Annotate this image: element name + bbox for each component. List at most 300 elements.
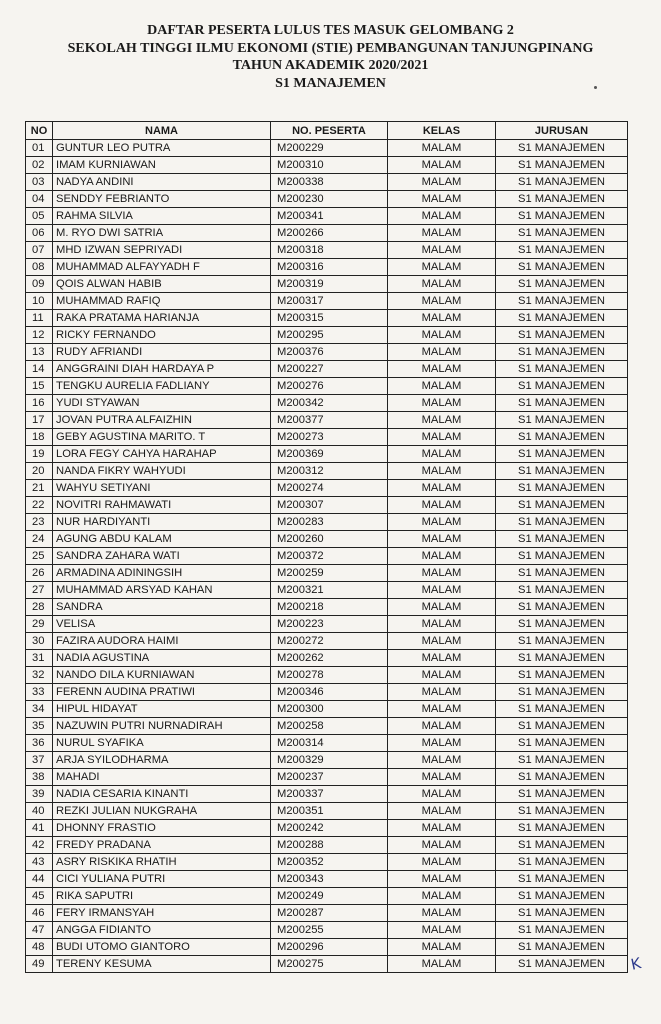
cell-nama: NADIA CESARIA KINANTI xyxy=(53,786,271,803)
table-row xyxy=(26,939,628,956)
cell-no-peserta: M200321 xyxy=(271,582,388,599)
cell-no: 12 xyxy=(26,327,53,344)
cell-nama: WAHYU SETIYANI xyxy=(53,480,271,497)
cell-nama: DHONNY FRASTIO xyxy=(53,820,271,837)
cell-no: 29 xyxy=(26,616,53,633)
cell-jurusan: S1 MANAJEMEN xyxy=(496,650,628,667)
cell-kelas: MALAM xyxy=(388,582,496,599)
cell-no: 25 xyxy=(26,548,53,565)
cell-nama: MHD IZWAN SEPRIYADI xyxy=(53,242,271,259)
cell-jurusan: S1 MANAJEMEN xyxy=(496,446,628,463)
cell-no: 27 xyxy=(26,582,53,599)
cell-no-peserta: M200337 xyxy=(271,786,388,803)
table-row xyxy=(26,310,628,327)
title-line-4: S1 MANAJEMEN xyxy=(275,75,386,91)
cell-nama: SENDDY FEBRIANTO xyxy=(53,191,271,208)
table-row xyxy=(26,871,628,888)
cell-kelas: MALAM xyxy=(388,616,496,633)
cell-no: 23 xyxy=(26,514,53,531)
cell-no: 11 xyxy=(26,310,53,327)
cell-kelas: MALAM xyxy=(388,820,496,837)
cell-nama: FAZIRA AUDORA HAIMI xyxy=(53,633,271,650)
cell-no-peserta: M200223 xyxy=(271,616,388,633)
cell-nama: RUDY AFRIANDI xyxy=(53,344,271,361)
table-row xyxy=(26,378,628,395)
table-row xyxy=(26,718,628,735)
cell-no: 01 xyxy=(26,140,53,157)
cell-no: 03 xyxy=(26,174,53,191)
cell-nama: MUHAMMAD RAFIQ xyxy=(53,293,271,310)
cell-no-peserta: M200317 xyxy=(271,293,388,310)
table-row xyxy=(26,752,628,769)
cell-no: 09 xyxy=(26,276,53,293)
cell-no-peserta: M200377 xyxy=(271,412,388,429)
cell-no: 34 xyxy=(26,701,53,718)
cell-jurusan: S1 MANAJEMEN xyxy=(496,361,628,378)
table-row xyxy=(26,684,628,701)
col-header-no-peserta: NO. PESERTA xyxy=(271,122,388,140)
cell-nama: NUR HARDIYANTI xyxy=(53,514,271,531)
cell-jurusan: S1 MANAJEMEN xyxy=(496,259,628,276)
cell-jurusan: S1 MANAJEMEN xyxy=(496,922,628,939)
cell-jurusan: S1 MANAJEMEN xyxy=(496,837,628,854)
cell-no-peserta: M200343 xyxy=(271,871,388,888)
title-line-2: SEKOLAH TINGGI ILMU EKONOMI (STIE) PEMBANGUNAN TANJUNGPINANG xyxy=(67,40,594,56)
cell-jurusan: S1 MANAJEMEN xyxy=(496,276,628,293)
cell-no: 06 xyxy=(26,225,53,242)
cell-jurusan: S1 MANAJEMEN xyxy=(496,531,628,548)
cell-kelas: MALAM xyxy=(388,718,496,735)
cell-nama: ANGGA FIDIANTO xyxy=(53,922,271,939)
cell-kelas: MALAM xyxy=(388,378,496,395)
cell-no-peserta: M200278 xyxy=(271,667,388,684)
cell-kelas: MALAM xyxy=(388,293,496,310)
cell-no-peserta: M200259 xyxy=(271,565,388,582)
col-header-kelas: KELAS xyxy=(388,122,496,140)
cell-jurusan: S1 MANAJEMEN xyxy=(496,395,628,412)
cell-nama: ANGGRAINI DIAH HARDAYA P xyxy=(53,361,271,378)
cell-jurusan: S1 MANAJEMEN xyxy=(496,412,628,429)
cell-nama: BUDI UTOMO GIANTORO xyxy=(53,939,271,956)
cell-nama: FERENN AUDINA PRATIWI xyxy=(53,684,271,701)
cell-kelas: MALAM xyxy=(388,888,496,905)
title-line-1: DAFTAR PESERTA LULUS TES MASUK GELOMBANG 2 xyxy=(147,23,514,38)
cell-nama: AGUNG ABDU KALAM xyxy=(53,531,271,548)
cell-kelas: MALAM xyxy=(388,650,496,667)
cell-jurusan: S1 MANAJEMEN xyxy=(496,157,628,174)
cell-no-peserta: M200369 xyxy=(271,446,388,463)
cell-nama: ARMADINA ADININGSIH xyxy=(53,565,271,582)
cell-jurusan: S1 MANAJEMEN xyxy=(496,565,628,582)
cell-kelas: MALAM xyxy=(388,769,496,786)
table-row xyxy=(26,633,628,650)
cell-jurusan: S1 MANAJEMEN xyxy=(496,429,628,446)
cell-jurusan: S1 MANAJEMEN xyxy=(496,735,628,752)
cell-nama: FREDY PRADANA xyxy=(53,837,271,854)
cell-no-peserta: M200262 xyxy=(271,650,388,667)
cell-nama: MUHAMMAD ALFAYYADH F xyxy=(53,259,271,276)
cell-jurusan: S1 MANAJEMEN xyxy=(496,480,628,497)
table-row xyxy=(26,344,628,361)
table-row xyxy=(26,735,628,752)
table-row xyxy=(26,259,628,276)
cell-no-peserta: M200315 xyxy=(271,310,388,327)
cell-nama: QOIS ALWAN HABIB xyxy=(53,276,271,293)
cell-kelas: MALAM xyxy=(388,276,496,293)
table-row xyxy=(26,446,628,463)
table-row xyxy=(26,140,628,157)
table-row xyxy=(26,820,628,837)
cell-jurusan: S1 MANAJEMEN xyxy=(496,616,628,633)
table-row xyxy=(26,854,628,871)
cell-no-peserta: M200376 xyxy=(271,344,388,361)
cell-kelas: MALAM xyxy=(388,786,496,803)
cell-no-peserta: M200287 xyxy=(271,905,388,922)
cell-no-peserta: M200300 xyxy=(271,701,388,718)
cell-no: 20 xyxy=(26,463,53,480)
table-row xyxy=(26,208,628,225)
cell-jurusan: S1 MANAJEMEN xyxy=(496,140,628,157)
table-row xyxy=(26,565,628,582)
cell-jurusan: S1 MANAJEMEN xyxy=(496,208,628,225)
cell-jurusan: S1 MANAJEMEN xyxy=(496,956,628,973)
table-row xyxy=(26,837,628,854)
cell-nama: REZKI JULIAN NUKGRAHA xyxy=(53,803,271,820)
cell-jurusan: S1 MANAJEMEN xyxy=(496,888,628,905)
cell-jurusan: S1 MANAJEMEN xyxy=(496,344,628,361)
cell-jurusan: S1 MANAJEMEN xyxy=(496,684,628,701)
cell-kelas: MALAM xyxy=(388,735,496,752)
cell-kelas: MALAM xyxy=(388,157,496,174)
cell-kelas: MALAM xyxy=(388,599,496,616)
cell-no-peserta: M200372 xyxy=(271,548,388,565)
cell-no: 05 xyxy=(26,208,53,225)
cell-jurusan: S1 MANAJEMEN xyxy=(496,667,628,684)
table-header-row xyxy=(26,122,628,140)
cell-jurusan: S1 MANAJEMEN xyxy=(496,310,628,327)
cell-no-peserta: M200352 xyxy=(271,854,388,871)
table-row xyxy=(26,174,628,191)
cell-no: 24 xyxy=(26,531,53,548)
cell-kelas: MALAM xyxy=(388,191,496,208)
cell-no: 39 xyxy=(26,786,53,803)
cell-no-peserta: M200255 xyxy=(271,922,388,939)
cell-no-peserta: M200338 xyxy=(271,174,388,191)
cell-kelas: MALAM xyxy=(388,514,496,531)
cell-no-peserta: M200295 xyxy=(271,327,388,344)
cell-no: 26 xyxy=(26,565,53,582)
cell-no: 10 xyxy=(26,293,53,310)
cell-no-peserta: M200329 xyxy=(271,752,388,769)
col-header-no: NO xyxy=(26,122,53,140)
cell-kelas: MALAM xyxy=(388,531,496,548)
table-row xyxy=(26,191,628,208)
cell-no-peserta: M200275 xyxy=(271,956,388,973)
cell-no: 28 xyxy=(26,599,53,616)
cell-jurusan: S1 MANAJEMEN xyxy=(496,463,628,480)
cell-kelas: MALAM xyxy=(388,344,496,361)
cell-nama: RICKY FERNANDO xyxy=(53,327,271,344)
cell-no-peserta: M200274 xyxy=(271,480,388,497)
cell-kelas: MALAM xyxy=(388,701,496,718)
cell-no-peserta: M200272 xyxy=(271,633,388,650)
cell-kelas: MALAM xyxy=(388,497,496,514)
cell-no-peserta: M200341 xyxy=(271,208,388,225)
table-row xyxy=(26,650,628,667)
cell-no-peserta: M200296 xyxy=(271,939,388,956)
cell-nama: YUDI STYAWAN xyxy=(53,395,271,412)
cell-kelas: MALAM xyxy=(388,225,496,242)
cell-kelas: MALAM xyxy=(388,174,496,191)
cell-no-peserta: M200266 xyxy=(271,225,388,242)
table-row xyxy=(26,769,628,786)
cell-nama: ARJA SYILODHARMA xyxy=(53,752,271,769)
scan-speck xyxy=(594,86,597,89)
title-line-3: TAHUN AKADEMIK 2020/2021 xyxy=(232,58,429,73)
cell-no-peserta: M200319 xyxy=(271,276,388,293)
cell-no-peserta: M200276 xyxy=(271,378,388,395)
cell-no: 44 xyxy=(26,871,53,888)
cell-nama: SANDRA ZAHARA WATI xyxy=(53,548,271,565)
cell-no: 08 xyxy=(26,259,53,276)
cell-no: 17 xyxy=(26,412,53,429)
cell-jurusan: S1 MANAJEMEN xyxy=(496,871,628,888)
cell-no: 21 xyxy=(26,480,53,497)
cell-kelas: MALAM xyxy=(388,310,496,327)
cell-kelas: MALAM xyxy=(388,140,496,157)
cell-jurusan: S1 MANAJEMEN xyxy=(496,905,628,922)
cell-no-peserta: M200230 xyxy=(271,191,388,208)
cell-nama: CICI YULIANA PUTRI xyxy=(53,871,271,888)
cell-no-peserta: M200310 xyxy=(271,157,388,174)
cell-no: 33 xyxy=(26,684,53,701)
cell-kelas: MALAM xyxy=(388,395,496,412)
table-row xyxy=(26,412,628,429)
cell-no-peserta: M200312 xyxy=(271,463,388,480)
table-row xyxy=(26,497,628,514)
cell-jurusan: S1 MANAJEMEN xyxy=(496,854,628,871)
cell-jurusan: S1 MANAJEMEN xyxy=(496,599,628,616)
cell-no-peserta: M200307 xyxy=(271,497,388,514)
cell-jurusan: S1 MANAJEMEN xyxy=(496,803,628,820)
cell-jurusan: S1 MANAJEMEN xyxy=(496,242,628,259)
table-row xyxy=(26,599,628,616)
cell-nama: HIPUL HIDAYAT xyxy=(53,701,271,718)
table-row xyxy=(26,429,628,446)
cell-kelas: MALAM xyxy=(388,633,496,650)
table-row xyxy=(26,888,628,905)
table-row xyxy=(26,514,628,531)
cell-jurusan: S1 MANAJEMEN xyxy=(496,548,628,565)
cell-jurusan: S1 MANAJEMEN xyxy=(496,378,628,395)
cell-nama: VELISA xyxy=(53,616,271,633)
cell-kelas: MALAM xyxy=(388,922,496,939)
cell-no-peserta: M200273 xyxy=(271,429,388,446)
cell-no: 14 xyxy=(26,361,53,378)
cell-nama: MAHADI xyxy=(53,769,271,786)
cell-no-peserta: M200314 xyxy=(271,735,388,752)
cell-nama: M. RYO DWI SATRIA xyxy=(53,225,271,242)
cell-jurusan: S1 MANAJEMEN xyxy=(496,191,628,208)
cell-jurusan: S1 MANAJEMEN xyxy=(496,939,628,956)
cell-nama: MUHAMMAD ARSYAD KAHAN xyxy=(53,582,271,599)
document-header xyxy=(0,22,661,92)
table-row xyxy=(26,667,628,684)
table-row xyxy=(26,327,628,344)
table-row xyxy=(26,701,628,718)
cell-nama: FERY IRMANSYAH xyxy=(53,905,271,922)
cell-no: 31 xyxy=(26,650,53,667)
cell-no-peserta: M200229 xyxy=(271,140,388,157)
cell-no: 19 xyxy=(26,446,53,463)
cell-nama: NURUL SYAFIKA xyxy=(53,735,271,752)
cell-no: 18 xyxy=(26,429,53,446)
table-row xyxy=(26,616,628,633)
cell-jurusan: S1 MANAJEMEN xyxy=(496,633,628,650)
cell-nama: IMAM KURNIAWAN xyxy=(53,157,271,174)
cell-no-peserta: M200242 xyxy=(271,820,388,837)
cell-no-peserta: M200258 xyxy=(271,718,388,735)
cell-no-peserta: M200218 xyxy=(271,599,388,616)
cell-no-peserta: M200260 xyxy=(271,531,388,548)
cell-no: 38 xyxy=(26,769,53,786)
table-row xyxy=(26,395,628,412)
table-row xyxy=(26,548,628,565)
cell-nama: RAHMA SILVIA xyxy=(53,208,271,225)
cell-no-peserta: M200237 xyxy=(271,769,388,786)
table-row xyxy=(26,922,628,939)
cell-no: 22 xyxy=(26,497,53,514)
table-body xyxy=(26,140,628,973)
cell-no: 47 xyxy=(26,922,53,939)
cell-nama: NANDA FIKRY WAHYUDI xyxy=(53,463,271,480)
cell-kelas: MALAM xyxy=(388,548,496,565)
cell-jurusan: S1 MANAJEMEN xyxy=(496,225,628,242)
cell-kelas: MALAM xyxy=(388,803,496,820)
cell-nama: TERENY KESUMA xyxy=(53,956,271,973)
table-row xyxy=(26,582,628,599)
cell-no: 16 xyxy=(26,395,53,412)
table-row xyxy=(26,293,628,310)
table-row xyxy=(26,242,628,259)
cell-nama: GEBY AGUSTINA MARITO. T xyxy=(53,429,271,446)
cell-no-peserta: M200318 xyxy=(271,242,388,259)
cell-no: 13 xyxy=(26,344,53,361)
cell-nama: NANDO DILA KURNIAWAN xyxy=(53,667,271,684)
cell-no: 35 xyxy=(26,718,53,735)
cell-kelas: MALAM xyxy=(388,752,496,769)
cell-kelas: MALAM xyxy=(388,667,496,684)
table-row xyxy=(26,225,628,242)
cell-nama: NOVITRI RAHMAWATI xyxy=(53,497,271,514)
participant-table xyxy=(25,121,628,973)
cell-kelas: MALAM xyxy=(388,854,496,871)
cell-no: 30 xyxy=(26,633,53,650)
cell-nama: NADIA AGUSTINA xyxy=(53,650,271,667)
table-row xyxy=(26,531,628,548)
cell-no-peserta: M200283 xyxy=(271,514,388,531)
cell-kelas: MALAM xyxy=(388,412,496,429)
cell-nama: TENGKU AURELIA FADLIANY xyxy=(53,378,271,395)
cell-no: 45 xyxy=(26,888,53,905)
cell-jurusan: S1 MANAJEMEN xyxy=(496,769,628,786)
cell-no: 02 xyxy=(26,157,53,174)
cell-jurusan: S1 MANAJEMEN xyxy=(496,514,628,531)
col-header-nama: NAMA xyxy=(53,122,271,140)
cell-no: 40 xyxy=(26,803,53,820)
cell-jurusan: S1 MANAJEMEN xyxy=(496,752,628,769)
cell-no-peserta: M200316 xyxy=(271,259,388,276)
cell-kelas: MALAM xyxy=(388,684,496,701)
cell-nama: SANDRA xyxy=(53,599,271,616)
table-row xyxy=(26,803,628,820)
table-row xyxy=(26,786,628,803)
cell-nama: LORA FEGY CAHYA HARAHAP xyxy=(53,446,271,463)
cell-no: 07 xyxy=(26,242,53,259)
table-row xyxy=(26,480,628,497)
table-row xyxy=(26,276,628,293)
cell-kelas: MALAM xyxy=(388,208,496,225)
cell-kelas: MALAM xyxy=(388,259,496,276)
cell-no-peserta: M200346 xyxy=(271,684,388,701)
cell-no: 32 xyxy=(26,667,53,684)
cell-kelas: MALAM xyxy=(388,905,496,922)
cell-no-peserta: M200342 xyxy=(271,395,388,412)
table-row xyxy=(26,361,628,378)
cell-no: 42 xyxy=(26,837,53,854)
cell-kelas: MALAM xyxy=(388,871,496,888)
cell-no-peserta: M200288 xyxy=(271,837,388,854)
cell-jurusan: S1 MANAJEMEN xyxy=(496,497,628,514)
cell-no: 04 xyxy=(26,191,53,208)
table-row xyxy=(26,463,628,480)
cell-no: 43 xyxy=(26,854,53,871)
cell-no: 48 xyxy=(26,939,53,956)
handwritten-initial: K xyxy=(629,954,643,974)
cell-kelas: MALAM xyxy=(388,446,496,463)
cell-jurusan: S1 MANAJEMEN xyxy=(496,174,628,191)
cell-nama: RAKA PRATAMA HARIANJA xyxy=(53,310,271,327)
cell-no-peserta: M200249 xyxy=(271,888,388,905)
cell-kelas: MALAM xyxy=(388,429,496,446)
table-row xyxy=(26,157,628,174)
cell-no: 46 xyxy=(26,905,53,922)
cell-jurusan: S1 MANAJEMEN xyxy=(496,718,628,735)
cell-nama: RIKA SAPUTRI xyxy=(53,888,271,905)
cell-kelas: MALAM xyxy=(388,565,496,582)
cell-kelas: MALAM xyxy=(388,463,496,480)
cell-jurusan: S1 MANAJEMEN xyxy=(496,786,628,803)
col-header-jurusan: JURUSAN xyxy=(496,122,628,140)
cell-kelas: MALAM xyxy=(388,480,496,497)
cell-jurusan: S1 MANAJEMEN xyxy=(496,293,628,310)
cell-nama: GUNTUR LEO PUTRA xyxy=(53,140,271,157)
cell-no: 49 xyxy=(26,956,53,973)
table-row xyxy=(26,956,628,973)
cell-nama: JOVAN PUTRA ALFAIZHIN xyxy=(53,412,271,429)
cell-kelas: MALAM xyxy=(388,837,496,854)
cell-no-peserta: M200351 xyxy=(271,803,388,820)
cell-jurusan: S1 MANAJEMEN xyxy=(496,820,628,837)
cell-kelas: MALAM xyxy=(388,327,496,344)
cell-no-peserta: M200227 xyxy=(271,361,388,378)
cell-jurusan: S1 MANAJEMEN xyxy=(496,701,628,718)
cell-jurusan: S1 MANAJEMEN xyxy=(496,327,628,344)
cell-jurusan: S1 MANAJEMEN xyxy=(496,582,628,599)
cell-nama: NADYA ANDINI xyxy=(53,174,271,191)
cell-no: 37 xyxy=(26,752,53,769)
cell-nama: NAZUWIN PUTRI NURNADIRAH xyxy=(53,718,271,735)
